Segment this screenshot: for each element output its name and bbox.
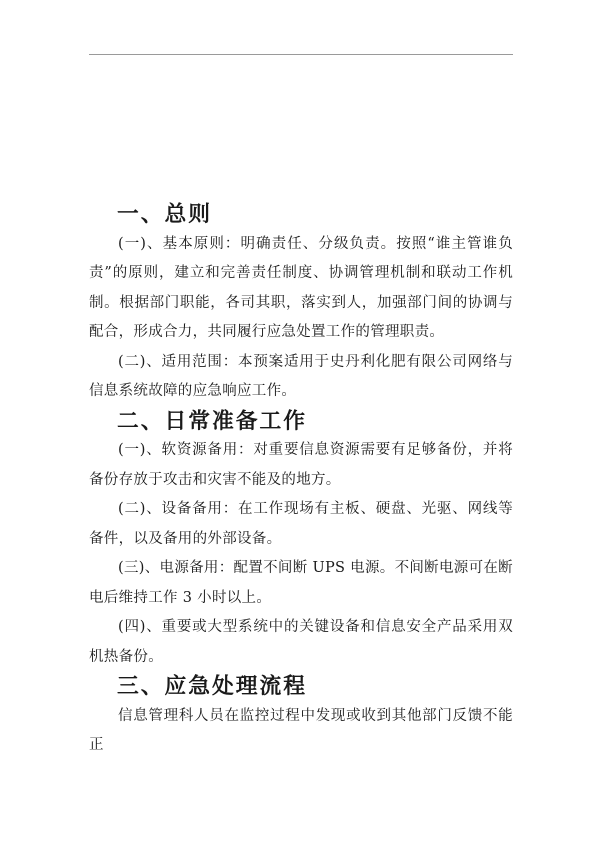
header-rule (89, 54, 513, 55)
section-heading: 二、日常准备工作 (117, 408, 307, 434)
section-general (89, 200, 513, 407)
section-heading: 三、应急处理流程 (117, 674, 307, 699)
section-heading: 一、总则 (117, 202, 212, 227)
paragraph-power-backup: (三)、电源备用：配置不间断 UPS 电源。不间断电源可在断电后维持工作 3 小时以上。 (89, 560, 513, 606)
section-emergency-process (89, 672, 513, 761)
paragraph-scope: (二)、适用范围：本预案适用于史丹利化肥有限公司网络与信息系统故障的应急响应工作。 (89, 353, 513, 399)
section-daily-preparation (89, 407, 513, 673)
paragraph-hot-standby: (四)、重要或大型系统中的关键设备和信息安全产品采用双机热备份。 (89, 619, 513, 665)
document-body (89, 200, 513, 761)
paragraph-process-intro: 信息管理科人员在监控过程中发现或收到其他部门反馈不能正 (89, 707, 513, 753)
paragraph-equipment-backup: (二)、设备备用：在工作现场有主板、硬盘、光驱、网线等备件，以及备用的外部设备。 (89, 501, 513, 547)
paragraph-software-backup: (一)、软资源备用：对重要信息资源需要有足够备份，并将备份存放于攻击和灾害不能及的地方。 (89, 442, 513, 488)
paragraph-basic-principles: (一)、基本原则：明确责任、分级负责。按照“谁主管谁负责”的原则，建立和完善责任制度、协调管理机制和联动工作机制。根据部门职能，各司其职，落实到人，加强部门间的协调与配合，形成合力，共同履行应急处置工作的管理职责。 (89, 235, 513, 340)
